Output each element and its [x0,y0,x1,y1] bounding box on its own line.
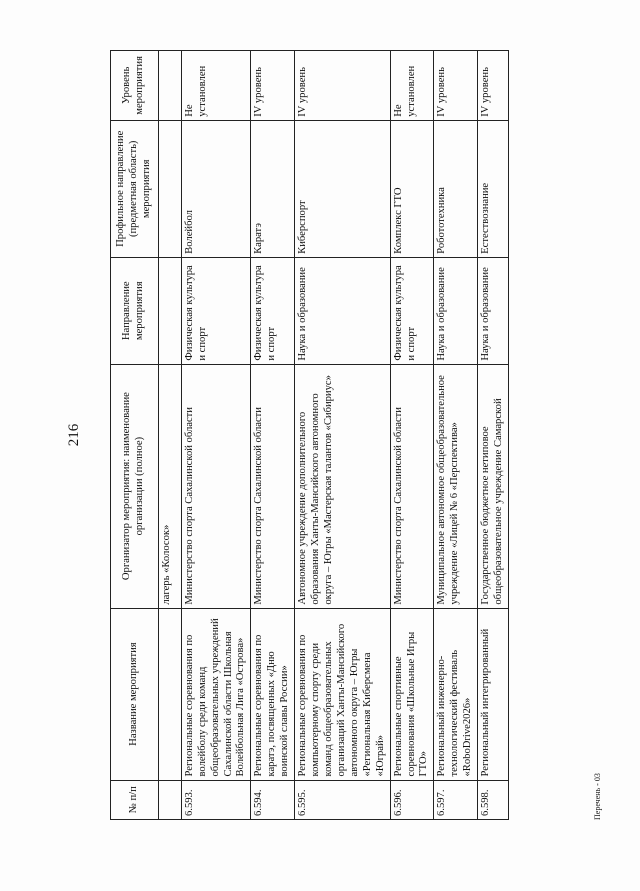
cell-organizer: Муниципальное автономное общеобразовательное учреждение «Лицей № 6 «Перспектива» [434,364,478,608]
cell-name: Региональный инженерно-технологический фестиваль «RoboDrive2026» [434,608,478,780]
header-num: № п/п [111,780,159,819]
cell-profile [158,120,181,257]
cell-num: 6.594. [251,780,295,819]
cell-profile: Волейбол [181,120,251,257]
header-name: Название мероприятия [111,608,159,780]
cell-organizer: Автономное учреждение дополнительного образования Ханты-Мансийского автономного округа – Югры «Мастерская талантов «Сибириус» [295,364,390,608]
header-profile: Профильное направление (предметная область) мероприятия [111,120,159,257]
events-table [110,50,509,820]
cell-organizer: Министерство спорта Сахалинской области [251,364,295,608]
table-row [251,51,295,820]
header-level: Уровень мероприятия [111,51,159,121]
cell-level: IV уровень [478,51,509,121]
cell-profile: Робототехника [434,120,478,257]
cell-direction: Наука и образование [434,257,478,364]
table-row-continued [158,51,181,820]
cell-num: 6.595. [295,780,390,819]
cell-name [158,608,181,780]
cell-direction: Наука и образование [478,257,509,364]
cell-name: Региональные соревнования по волейболу среди команд общеобразовательных учреждений Сахалинской области Школьная Волейбольная Лига «Острова» [181,608,251,780]
cell-num: 6.593. [181,780,251,819]
cell-level: Не установлен [181,51,251,121]
cell-name: Региональные соревнования по компьютерному спорту среди команд общеобразовательных организаций Ханты-Мансийского автономного округа – Югры «Региональная Киберсмена «Юграй» [295,608,390,780]
cell-name: Региональный интегрированный [478,608,509,780]
cell-organizer: Министерство спорта Сахалинской области [390,364,434,608]
cell-num: 6.597. [434,780,478,819]
page-number: 216 [66,423,82,447]
cell-direction [158,257,181,364]
cell-level: Не установлен [390,51,434,121]
table-header-row [111,51,159,820]
footer-note: Перечень - 03 [593,773,602,820]
table-row [390,51,434,820]
cell-num: 6.596. [390,780,434,819]
cell-num [158,780,181,819]
cell-profile: Комплекс ГТО [390,120,434,257]
cell-level: IV уровень [434,51,478,121]
cell-organizer: лагерь «Колосок» [158,364,181,608]
header-direction: Направление мероприятия [111,257,159,364]
cell-direction: Наука и образование [295,257,390,364]
cell-profile: Каратэ [251,120,295,257]
table-row [434,51,478,820]
cell-level: IV уровень [295,51,390,121]
cell-direction: Физическая культура и спорт [181,257,251,364]
cell-name: Региональные соревнования по каратэ, посвященных «Дню воинской славы России» [251,608,295,780]
cell-direction: Физическая культура и спорт [251,257,295,364]
table-row [478,51,509,820]
table-row [295,51,390,820]
cell-profile: Киберспорт [295,120,390,257]
cell-name: Региональные спортивные соревнования «Школьные Игры ГТО» [390,608,434,780]
cell-organizer: Министерство спорта Сахалинской области [181,364,251,608]
cell-profile: Естествознание [478,120,509,257]
header-organizer: Организатор мероприятия: наименование организации (полное) [111,364,159,608]
rotated-landscape-content [66,50,602,820]
cell-num: 6.598. [478,780,509,819]
cell-organizer: Государственное бюджетное нетиповое общеобразовательное учреждение Самарской [478,364,509,608]
cell-level: IV уровень [251,51,295,121]
cell-level [158,51,181,121]
cell-direction: Физическая культура и спорт [390,257,434,364]
table-row [181,51,251,820]
